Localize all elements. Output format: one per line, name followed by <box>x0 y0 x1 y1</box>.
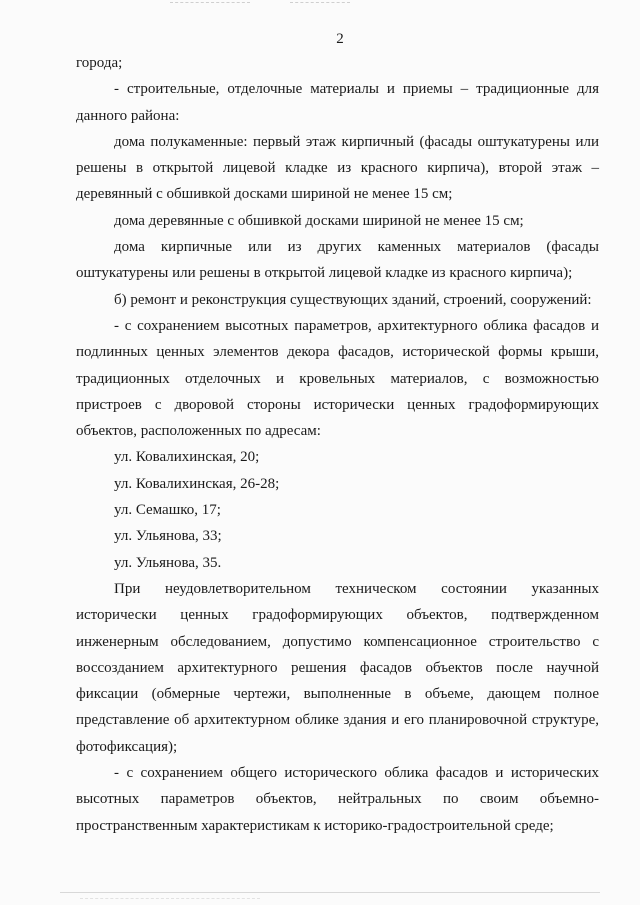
scan-edge-line <box>60 892 600 893</box>
paragraph: - строительные, отделочные материалы и приемы – традиционные для данного района: <box>76 81 599 124</box>
scan-edge-line <box>170 2 250 3</box>
paragraph: - с сохранением общего исторического облика фасадов и исторических высотных параметров объектов, нейтральных по своим объемно-пространственным характеристикам к историко-градостроительной среде; <box>76 765 599 834</box>
address-item: ул. Ковалихинская, 26-28; <box>114 475 280 492</box>
address-item: ул. Семашко, 17; <box>114 502 221 519</box>
paragraph: дома полукаменные: первый этаж кирпичный (фасады оштукатурены или решены в открытой лицевой кладке из красного кирпича), второй этаж – деревянный с обшивкой досками шириной не менее 15 см; <box>76 133 599 203</box>
address-item: ул. Ульянова, 35. <box>114 554 222 571</box>
paragraph: б) ремонт и реконструкция существующих зданий, строений, сооружений: <box>114 291 592 308</box>
paragraph: города; <box>76 55 123 71</box>
scan-edge-line <box>80 898 260 899</box>
paragraph: - с сохранением высотных параметров, архитектурного облика фасадов и подлинных ценных элементов декора фасадов, исторической формы крыши, традиционных отделочных и кровельных материалов, с возможностью пристроев с дворовой стороны исторически ценных градоформирующих объектов, расположенных по адресам: <box>76 317 599 440</box>
address-item: ул. Ульянова, 33; <box>114 528 222 545</box>
address-item: ул. Ковалихинская, 20; <box>114 449 260 466</box>
document-body <box>76 50 599 839</box>
paragraph: дома кирпичные или из других каменных материалов (фасады оштукатурены или решены в открытой лицевой кладке из красного кирпича); <box>76 239 599 282</box>
scan-edge-line <box>290 2 350 3</box>
paragraph: дома деревянные с обшивкой досками шириной не менее 15 см; <box>114 212 524 229</box>
page-number: 2 <box>336 31 344 47</box>
paragraph: При неудовлетворительном техническом состоянии указанных исторически ценных градоформирующих объектов, подтвержденном инженерным обследованием, допустимо компенсационное строительство с воссозданием архитектурного решения фасадов объектов после научной фиксации (обмерные чертежи, выполненные в объеме, дающем полное представление об архитектурном облике здания и его планировочной структуре, фотофиксация); <box>76 580 599 755</box>
